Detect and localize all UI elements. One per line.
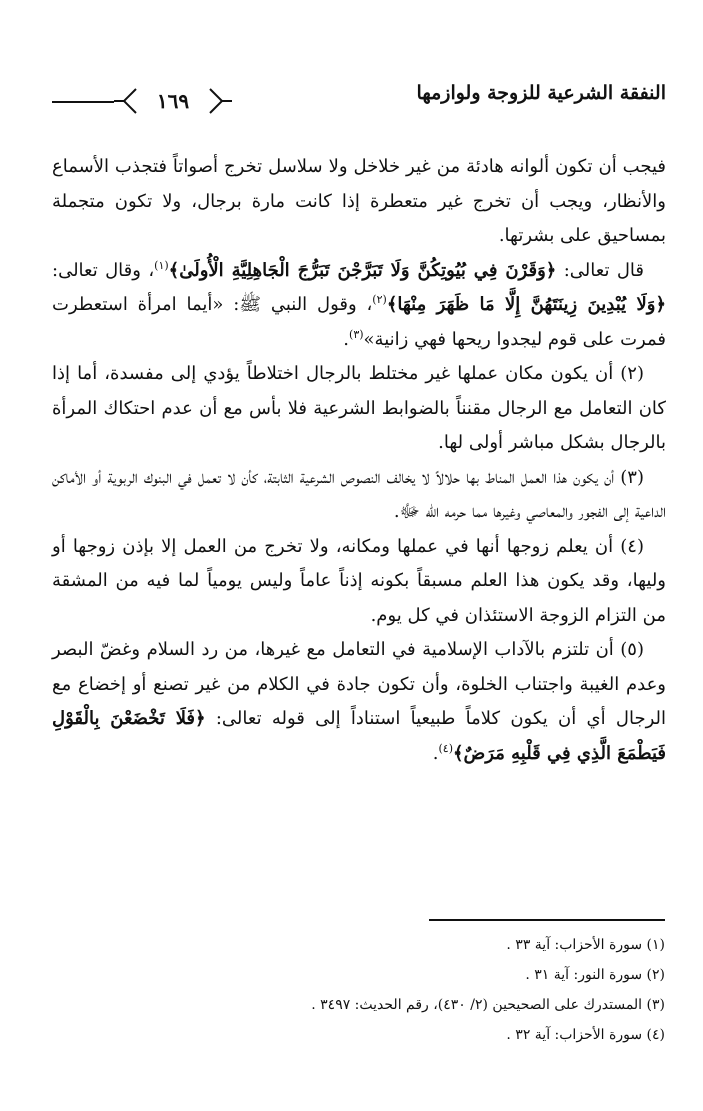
paragraph-2: [52, 254, 666, 358]
footnote-4: (٤) سورة الأحزاب: آية ٣٢ .: [506, 1027, 665, 1043]
quran-verse-ahzab: ﴿وَقَرْنَ فِي بُيُوتِكُنَّ وَلَا تَبَرَّجْنَ تَبَرُّجَ الْجَاهِلِيَّةِ الْأُولَىٰ﴾: [168, 259, 557, 281]
footnote-ref-2: (٢): [372, 293, 387, 306]
footnote-ref-3: (٣): [349, 327, 364, 341]
quran-verse-nur: ﴿وَلَا يُبْدِينَ زِينَتَهُنَّ إِلَّا مَا ظَهَرَ مِنْهَا﴾: [386, 294, 666, 315]
footnote-separator: [429, 919, 665, 921]
condition-5: [52, 633, 666, 771]
footnote-1: (١) سورة الأحزاب: آية ٣٣ .: [506, 937, 665, 953]
hadith-quote: ، وقول النبي ﷺ: «أيما امرأة استعطرت فمرت على قوم ليجدوا ريحها فهي زانية»: [52, 294, 666, 350]
footnote-2: (٢) سورة النور: آية ٣١ .: [525, 967, 665, 983]
main-text: [52, 150, 666, 771]
page-number: ١٦٩: [156, 89, 190, 113]
footnote-ref-4: (٤): [438, 741, 453, 755]
paragraph-end-dot: .: [343, 328, 350, 350]
page-number-badge: [114, 86, 232, 116]
footnotes: [45, 930, 665, 1050]
quote-connector: ، وقال تعالى:: [52, 259, 155, 281]
quote-intro: قال تعالى:: [563, 259, 644, 281]
condition-2: (٢) أن يكون مكان عملها غير مختلط بالرجال اختلاطاً يؤدي إلى مفسدة، أما إذا كان التعامل مع الرجال مقنناً بالضوابط الشرعية فلا بأس مع أن عدم احتكاك المرأة بالرجال بشكل مباشر أولى لها.: [52, 363, 666, 453]
quran-verse-ahzab-32: ﴿فَلَا تَخْضَعْنَ بِالْقَوْلِ فَيَطْمَعَ الَّذِي فِي قَلْبِهِ مَرَضٌ﴾: [52, 708, 666, 764]
condition-4: (٤) أن يعلم زوجها أنها في عملها ومكانه، ولا تخرج من العمل إلا بإذن زوجها أو وليها، وقد يكون هذا العلم مسبقاً بكونه إذناً عاماً وليس يومياً لما فيه من المشقة من التزام الزوجة الاستئذان في كل يوم.: [52, 535, 666, 626]
condition-5-text: (٥) أن تلتزم بالآداب الإسلامية في التعامل مع غيرها، من رد السلام وغضّ البصر وعدم الغيبة واجتناب الخلوة، وأن تكون جادة في الكلام من غير تصنع أو إخضاع مع الرجال أي أن يكون كلاماً طبيعياً استناداً إلى قوله تعالى:: [52, 639, 666, 729]
condition-3: (٣) أن يكون هذا العمل المناط بها حلالاً لا يخالف النصوص الشرعية الثابتة، كأن لا تعمل في البنوك الربوية أو الأماكن الداعية إلى الفجور والمعاصي وغيرها مما حرمه الله ﷻ.: [52, 466, 666, 522]
paragraph-1: فيجب أن تكون ألوانه هادئة من غير خلاخل ولا سلاسل تخرج أصواتاً فتجذب الأسماع والأنظار، ويجب أن تخرج غير متعطرة إذا كانت مارة برجال، ولا تكون متجملة بمساحيق على بشرتها.: [52, 156, 666, 246]
footnote-3: (٣) المستدرك على الصحيحين (٢/ ٤٣٠)، رقم الحديث: ٣٤٩٧ .: [311, 997, 665, 1013]
paragraph-end-dot: .: [432, 742, 439, 764]
page-header: [52, 78, 666, 122]
footnote-ref-1: (١): [154, 258, 169, 272]
running-title: النفقة الشرعية للزوجة ولوازمها: [416, 82, 666, 104]
header-rule: [52, 101, 114, 103]
